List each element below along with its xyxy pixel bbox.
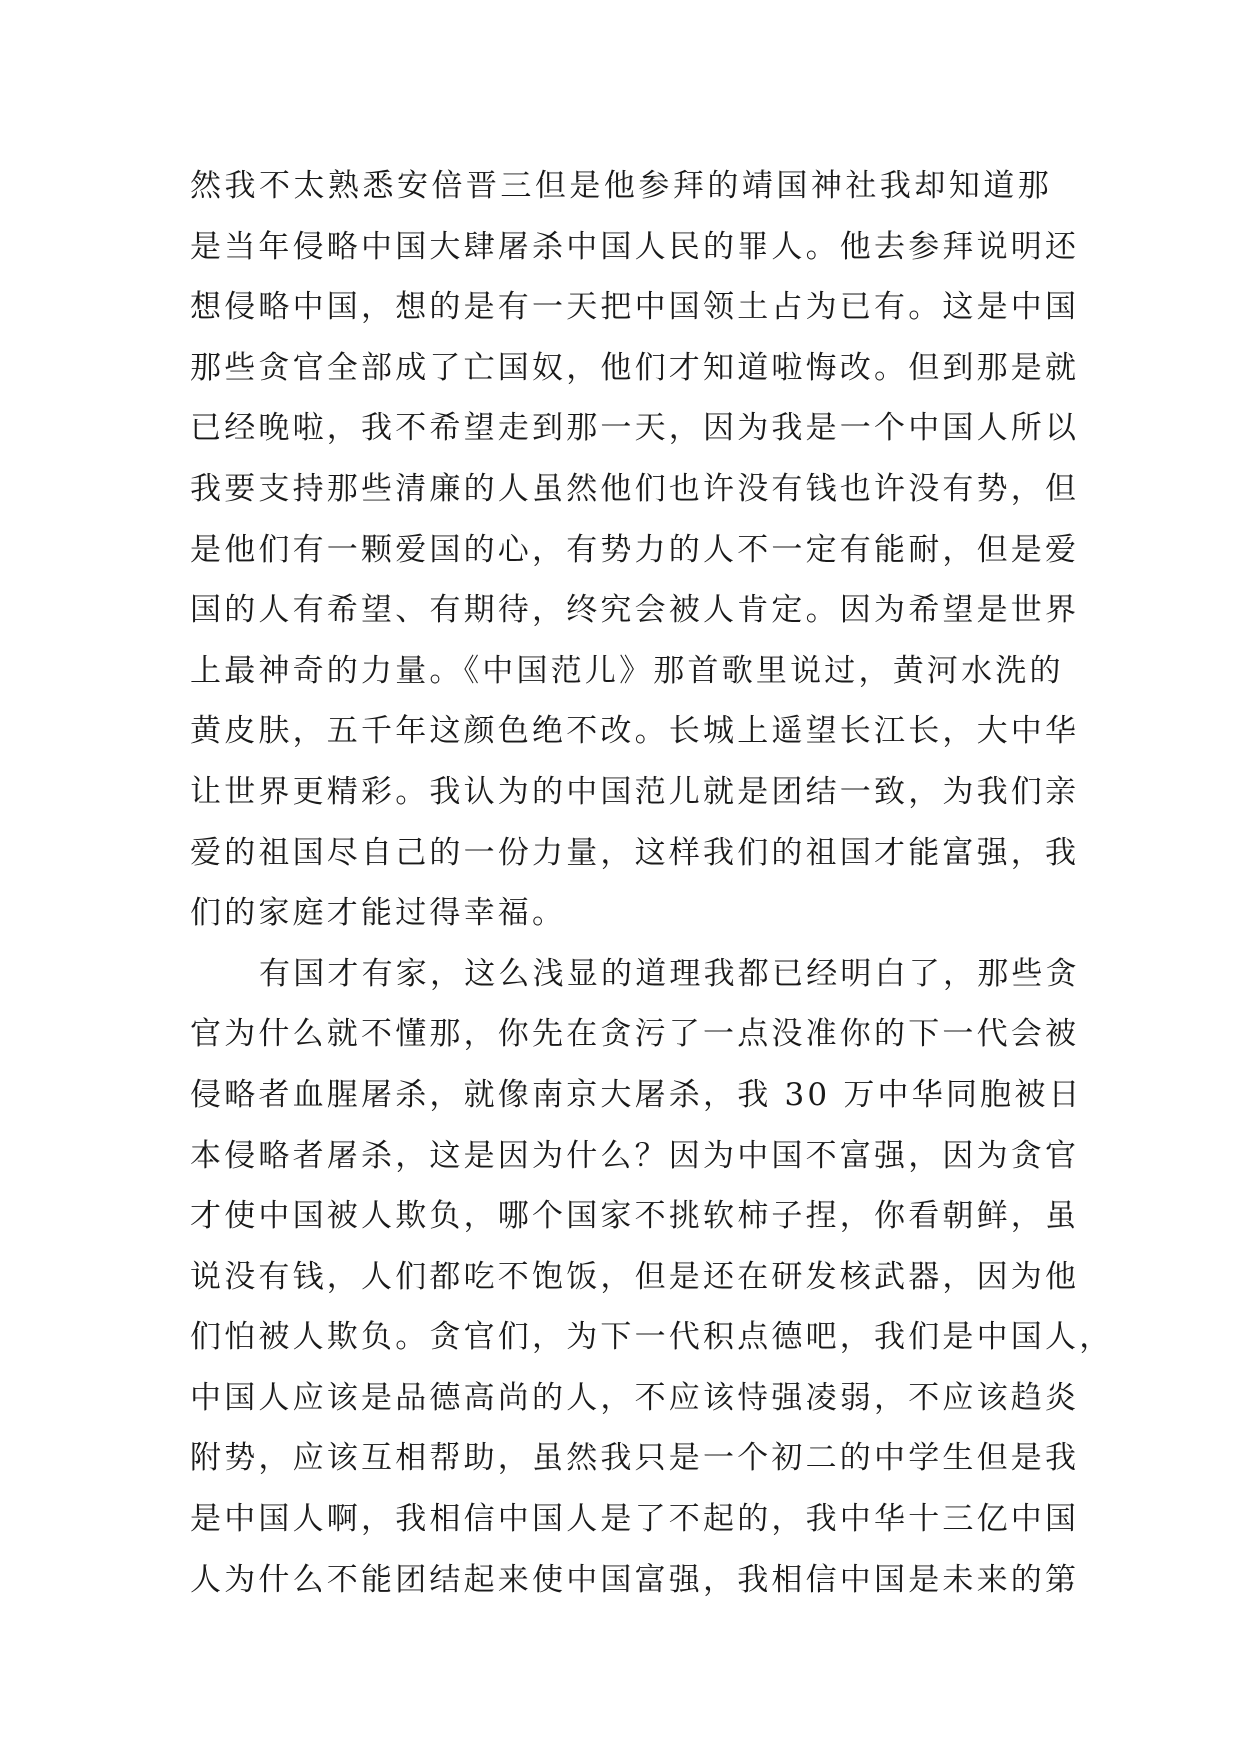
text-line: 说没有钱，人们都吃不饱饭，但是还在研发核武器，因为他 (190, 1258, 1080, 1295)
text-line: 有国才有家，这么浅显的道理我都已经明白了，那些贪 (259, 955, 1080, 992)
paragraph-1 (190, 156, 1080, 944)
text-line: 侵略者血腥屠杀，就像南京大屠杀，我 30 万中华同胞被日 (190, 1076, 1083, 1113)
text-line: 国的人有希望、有期待，终究会被人肯定。因为希望是世界 (190, 592, 1080, 629)
text-line: 附势，应该互相帮助，虽然我只是一个初二的中学生但是我 (190, 1440, 1080, 1477)
text-line: 爱的祖国尽自己的一份力量，这样我们的祖国才能富强，我 (190, 834, 1080, 871)
text-line: 已经晚啦，我不希望走到那一天，因为我是一个中国人所以 (190, 410, 1080, 447)
text-line: 上最神奇的力量。《中国范儿》那首歌里说过，黄河水洗的 (190, 652, 1064, 689)
text-line: 才使中国被人欺负，哪个国家不挑软柿子捏，你看朝鲜，虽 (190, 1198, 1080, 1235)
text-line: 想侵略中国，想的是有一天把中国领土占为已有。这是中国 (190, 289, 1080, 326)
text-line: 中国人应该是品德高尚的人，不应该恃强凌弱，不应该趋炎 (190, 1379, 1080, 1416)
text-line: 那些贪官全部成了亡国奴，他们才知道啦悔改。但到那是就 (190, 349, 1080, 386)
text-line: 本侵略者屠杀，这是因为什么？因为中国不富强，因为贪官 (190, 1137, 1080, 1174)
text-line: 我要支持那些清廉的人虽然他们也许没有钱也许没有势，但 (190, 470, 1080, 507)
text-line: 人为什么不能团结起来使中国富强，我相信中国是未来的第 (190, 1561, 1080, 1598)
text-line: 是他们有一颗爱国的心，有势力的人不一定有能耐，但是爱 (190, 531, 1080, 568)
text-line: 官为什么就不懂那，你先在贪污了一点没准你的下一代会被 (190, 1016, 1080, 1053)
text-line: 们的家庭才能过得幸福。 (190, 895, 567, 932)
text-line: 让世界更精彩。我认为的中国范儿就是团结一致，为我们亲 (190, 773, 1080, 810)
text-line: 是当年侵略中国大肆屠杀中国人民的罪人。他去参拜说明还 (190, 228, 1080, 265)
text-line: 黄皮肤，五千年这颜色绝不改。长城上遥望长江长，大中华 (190, 713, 1080, 750)
text-line: 是中国人啊，我相信中国人是了不起的，我中华十三亿中国 (190, 1501, 1080, 1538)
paragraph-2 (190, 944, 1114, 1611)
document-body (190, 156, 1114, 1610)
text-line: 们怕被人欺负。贪官们，为下一代积点德吧，我们是中国人， (190, 1319, 1114, 1356)
text-line: 然我不太熟悉安倍晋三但是他参拜的靖国神社我却知道那 (190, 168, 1052, 204)
